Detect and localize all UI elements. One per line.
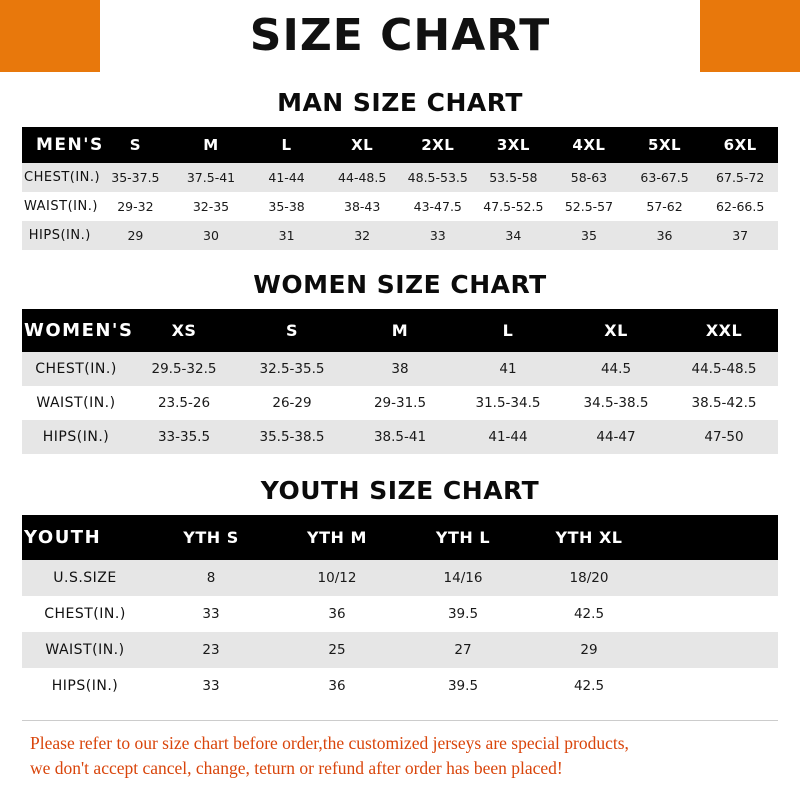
youth-header-blank — [652, 515, 778, 560]
header-banner — [0, 0, 800, 72]
women-waist-xxl: 38.5-42.5 — [691, 395, 757, 411]
women-size-table — [22, 309, 778, 454]
women-header-xs: XS — [171, 321, 197, 340]
men-hips-5xl: 36 — [656, 228, 673, 243]
youth-ussize-m: 10/12 — [317, 570, 357, 586]
women-section — [22, 270, 778, 454]
men-chest-3xl: 53.5-58 — [489, 170, 538, 185]
table-row — [22, 163, 778, 192]
men-hips-m: 30 — [203, 228, 219, 243]
youth-chest-s: 33 — [202, 606, 220, 622]
men-table-header — [22, 127, 778, 163]
men-header-4xl: 4XL — [572, 136, 606, 154]
table-row — [22, 668, 778, 704]
youth-chest-blank — [652, 596, 778, 632]
men-section — [22, 88, 778, 250]
footer-note-line1: Please refer to our size chart before order,the customized jerseys are special products, — [30, 733, 629, 753]
youth-ussize-s: 8 — [206, 570, 216, 586]
women-hips-xxl: 47-50 — [704, 429, 744, 445]
men-header-label: MEN'S — [36, 135, 104, 155]
table-header-row — [22, 309, 778, 352]
youth-table-header — [22, 515, 778, 560]
women-section-title: WOMEN SIZE CHART — [253, 270, 547, 299]
page-title: SIZE CHART — [249, 10, 551, 61]
women-waist-label: WAIST(IN.) — [36, 395, 116, 411]
youth-ussize-blank — [652, 560, 778, 596]
women-waist-xs: 23.5-26 — [157, 395, 211, 411]
women-header-m: M — [391, 321, 409, 340]
men-section-title: MAN SIZE CHART — [277, 88, 523, 117]
women-hips-s: 35.5-38.5 — [259, 429, 325, 445]
charts-content — [0, 72, 800, 800]
women-chest-xxl: 44.5-48.5 — [691, 361, 757, 377]
women-hips-l: 41-44 — [488, 429, 528, 445]
women-table-body — [22, 352, 778, 454]
women-waist-l: 31.5-34.5 — [475, 395, 541, 411]
men-waist-3xl: 47.5-52.5 — [483, 199, 544, 214]
youth-waist-blank — [652, 632, 778, 668]
men-hips-l: 31 — [278, 228, 295, 243]
youth-waist-l: 27 — [454, 642, 472, 658]
women-chest-s: 32.5-35.5 — [259, 361, 325, 377]
youth-chest-m: 36 — [328, 606, 346, 622]
women-header-xl: XL — [604, 321, 628, 340]
youth-hips-blank — [652, 668, 778, 704]
men-header-m: M — [203, 136, 219, 154]
men-waist-2xl: 43-47.5 — [413, 199, 462, 214]
women-chest-label: CHEST(IN.) — [35, 361, 117, 377]
women-header-label: WOMEN'S — [24, 320, 134, 341]
men-chest-s: 35-37.5 — [111, 170, 160, 185]
women-chest-l: 41 — [499, 361, 517, 377]
women-hips-label: HIPS(IN.) — [42, 429, 110, 445]
youth-section-title: YOUTH SIZE CHART — [260, 476, 540, 505]
men-waist-5xl: 57-62 — [646, 199, 683, 214]
table-row — [22, 386, 778, 420]
youth-header-label: YOUTH — [24, 527, 102, 548]
men-header-2xl: 2XL — [421, 136, 455, 154]
table-row — [22, 352, 778, 386]
youth-hips-xl: 42.5 — [573, 678, 605, 694]
youth-hips-s: 33 — [202, 678, 220, 694]
footer-note — [22, 720, 778, 782]
men-header-xl: XL — [351, 136, 374, 154]
men-chest-xl: 44-48.5 — [338, 170, 387, 185]
women-waist-xl: 34.5-38.5 — [583, 395, 649, 411]
table-row — [22, 420, 778, 454]
men-hips-3xl: 34 — [505, 228, 522, 243]
women-hips-m: 38.5-41 — [373, 429, 427, 445]
youth-header-l: YTH L — [435, 528, 491, 547]
men-header-l: L — [281, 136, 292, 154]
youth-waist-s: 23 — [202, 642, 220, 658]
youth-section — [22, 476, 778, 704]
men-chest-label: CHEST(IN.) — [24, 170, 101, 185]
women-chest-m: 38 — [391, 361, 409, 377]
men-waist-xl: 38-43 — [344, 199, 381, 214]
men-hips-4xl: 35 — [581, 228, 597, 243]
youth-header-xl: YTH XL — [555, 528, 623, 547]
youth-chest-label: CHEST(IN.) — [44, 606, 126, 622]
women-header-s: S — [285, 321, 299, 340]
men-hips-xl: 32 — [354, 228, 371, 243]
table-row — [22, 632, 778, 668]
youth-ussize-label: U.S.SIZE — [53, 570, 117, 586]
women-waist-s: 26-29 — [272, 395, 312, 411]
women-chest-xs: 29.5-32.5 — [151, 361, 217, 377]
women-hips-xl: 44-47 — [596, 429, 636, 445]
men-hips-s: 29 — [127, 228, 144, 243]
men-header-s: S — [129, 136, 142, 154]
youth-hips-label: HIPS(IN.) — [51, 678, 119, 694]
men-chest-l: 41-44 — [268, 170, 305, 185]
men-waist-l: 35-38 — [268, 199, 305, 214]
youth-chest-l: 39.5 — [447, 606, 479, 622]
men-chest-4xl: 58-63 — [570, 170, 608, 185]
men-hips-2xl: 33 — [429, 228, 446, 243]
table-header-row — [22, 127, 778, 163]
youth-ussize-xl: 18/20 — [569, 570, 609, 586]
table-row — [22, 596, 778, 632]
table-row — [22, 221, 778, 250]
women-table-header — [22, 309, 778, 352]
youth-waist-xl: 29 — [580, 642, 598, 658]
youth-ussize-l: 14/16 — [443, 570, 483, 586]
table-row — [22, 192, 778, 221]
women-chest-xl: 44.5 — [600, 361, 632, 377]
men-chest-5xl: 63-67.5 — [640, 170, 689, 185]
men-waist-s: 29-32 — [117, 199, 154, 214]
men-header-3xl: 3XL — [496, 136, 530, 154]
men-waist-4xl: 52.5-57 — [564, 199, 614, 214]
men-waist-m: 32-35 — [192, 199, 230, 214]
women-waist-m: 29-31.5 — [373, 395, 427, 411]
youth-header-m: YTH M — [307, 528, 367, 547]
women-header-xxl: XXL — [705, 321, 743, 340]
men-size-table — [22, 127, 778, 250]
footer-note-line2: we don't accept cancel, change, teturn or refund after order has been placed! — [30, 758, 563, 779]
men-waist-label: WAIST(IN.) — [24, 199, 98, 214]
men-hips-6xl: 37 — [732, 228, 749, 243]
youth-waist-label: WAIST(IN.) — [45, 642, 125, 658]
men-chest-2xl: 48.5-53.5 — [407, 170, 468, 185]
youth-chest-xl: 42.5 — [573, 606, 605, 622]
table-row — [22, 560, 778, 596]
youth-header-s: YTH S — [183, 528, 239, 547]
men-waist-6xl: 62-66.5 — [716, 199, 765, 214]
men-chest-6xl: 67.5-72 — [716, 170, 765, 185]
men-hips-label: HIPS(IN.) — [28, 228, 91, 243]
youth-size-table — [22, 515, 778, 704]
men-header-5xl: 5XL — [648, 136, 682, 154]
youth-waist-m: 25 — [328, 642, 346, 658]
youth-hips-m: 36 — [328, 678, 346, 694]
women-header-l: L — [502, 321, 514, 340]
men-header-6xl: 6XL — [723, 136, 757, 154]
youth-hips-l: 39.5 — [447, 678, 479, 694]
men-table-body — [22, 163, 778, 250]
youth-table-body — [22, 560, 778, 704]
women-hips-xs: 33-35.5 — [157, 429, 211, 445]
table-header-row — [22, 515, 778, 560]
men-chest-m: 37.5-41 — [186, 170, 236, 185]
